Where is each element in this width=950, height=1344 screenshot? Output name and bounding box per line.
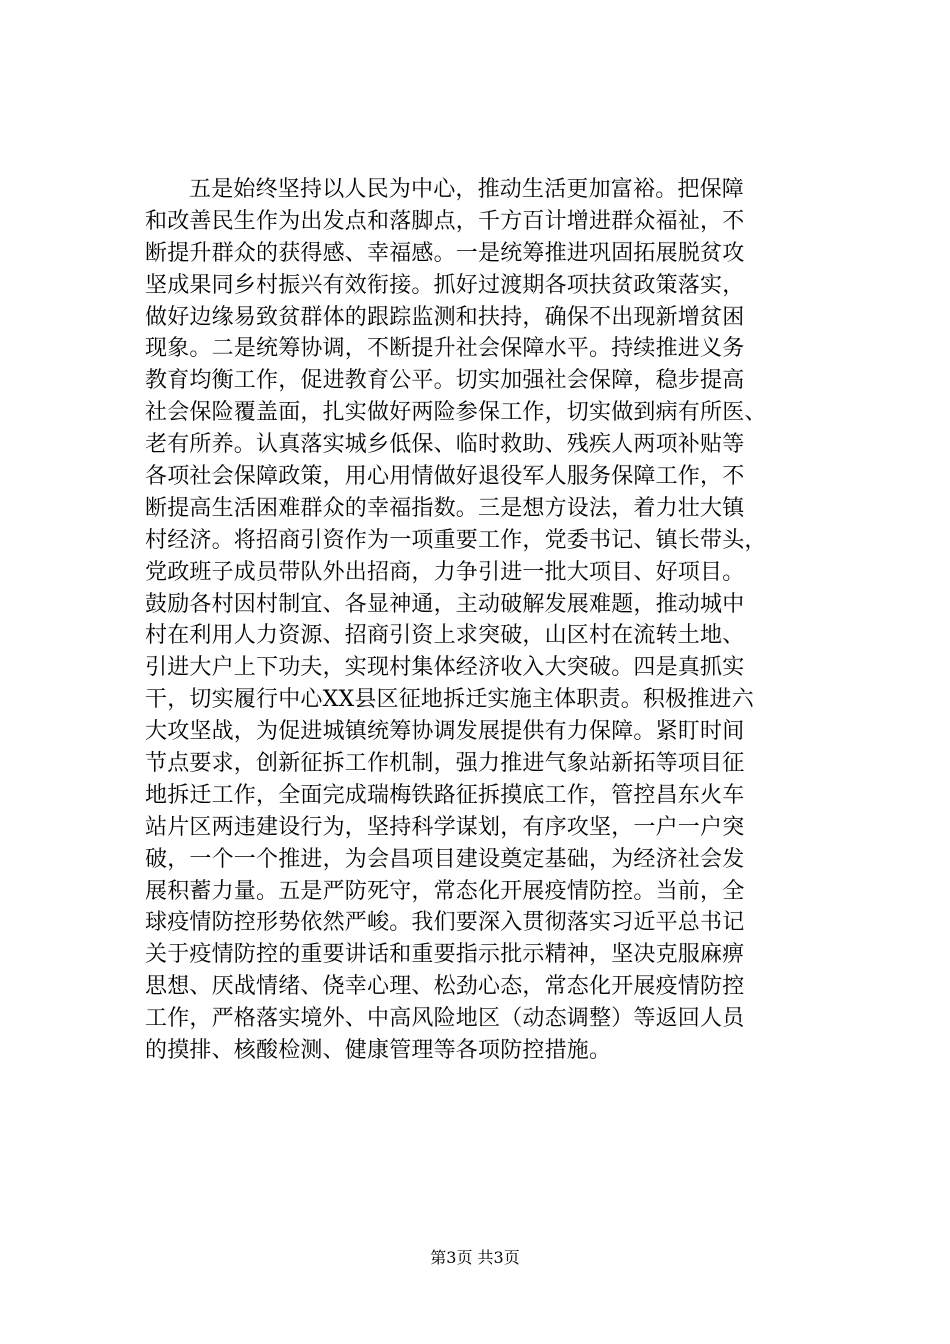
paragraph-line: 五是始终坚持以人民为中心，推动生活更加富裕。把保障 xyxy=(189,177,745,202)
paragraph-line: 断提高生活困难群众的幸福指数。三是想方设法，着力壮大镇 xyxy=(145,495,745,521)
paragraph-line: 展积蓄力量。五是严防死守，常态化开展疫情防控。当前，全 xyxy=(145,878,745,904)
paragraph-line: 工作，严格落实境外、中高风险地区（动态调整）等返回人员 xyxy=(145,1006,745,1032)
body-paragraph xyxy=(145,174,825,1067)
paragraph-line: 坚成果同乡村振兴有效衔接。抓好过渡期各项扶贫政策落实， xyxy=(145,272,745,298)
paragraph-line: 村在利用人力资源、招商引资上求突破，山区村在流转土地、 xyxy=(145,623,745,649)
paragraph-line: 老有所养。认真落实城乡低保、临时救助、残疾人两项补贴等 xyxy=(145,432,745,458)
paragraph-line: 思想、厌战情绪、侥幸心理、松劲心态，常态化开展疫情防控 xyxy=(145,974,745,1000)
paragraph-line: 的摸排、核酸检测、健康管理等各项防控措施。 xyxy=(145,1038,612,1064)
paragraph-line: 大攻坚战，为促进城镇统筹协调发展提供有力保障。紧盯时间 xyxy=(145,719,745,745)
paragraph-line: 地拆迁工作，全面完成瑞梅铁路征拆摸底工作，管控昌东火车 xyxy=(145,782,745,808)
paragraph-line: 教育均衡工作，促进教育公平。切实加强社会保障，稳步提高 xyxy=(145,368,745,394)
paragraph-line: 球疫情防控形势依然严峻。我们要深入贯彻落实习近平总书记 xyxy=(145,910,745,936)
page-number: 第3页 共3页 xyxy=(430,1248,520,1267)
paragraph-line: 鼓励各村因村制宜、各显神通，主动破解发展难题，推动城中 xyxy=(145,591,745,617)
paragraph-line: 破，一个一个推进，为会昌项目建设奠定基础，为经济社会发 xyxy=(145,846,745,872)
paragraph-line: 做好边缘易致贫群体的跟踪监测和扶持，确保不出现新增贫困 xyxy=(145,304,745,330)
paragraph-line: 和改善民生作为出发点和落脚点，千方百计增进群众福祉，不 xyxy=(145,208,745,234)
paragraph-line: 现象。二是统筹协调，不断提升社会保障水平。持续推进义务 xyxy=(145,336,745,362)
paragraph-line: 关于疫情防控的重要讲话和重要指示批示精神，坚决克服麻痹 xyxy=(145,942,745,968)
paragraph-line: 党政班子成员带队外出招商，力争引进一批大项目、好项目。 xyxy=(145,559,745,585)
paragraph-line: 社会保险覆盖面，扎实做好两险参保工作，切实做到病有所医、 xyxy=(145,400,767,426)
paragraph-line: 引进大户上下功夫，实现村集体经济收入大突破。四是真抓实 xyxy=(145,655,745,681)
paragraph-line: 断提升群众的获得感、幸福感。一是统筹推进巩固拓展脱贫攻 xyxy=(145,240,745,266)
paragraph-line: 节点要求，创新征拆工作机制，强力推进气象站新拓等项目征 xyxy=(145,751,745,777)
paragraph-line: 干，切实履行中心XX县区征地拆迁实施主体职责。积极推进六 xyxy=(145,687,754,713)
paragraph-line: 各项社会保障政策，用心用情做好退役军人服务保障工作，不 xyxy=(145,464,745,490)
paragraph-line: 村经济。将招商引资作为一项重要工作，党委书记、镇长带头， xyxy=(145,527,767,553)
paragraph-line: 站片区两违建设行为，坚持科学谋划，有序攻坚，一户一户突 xyxy=(145,814,745,840)
